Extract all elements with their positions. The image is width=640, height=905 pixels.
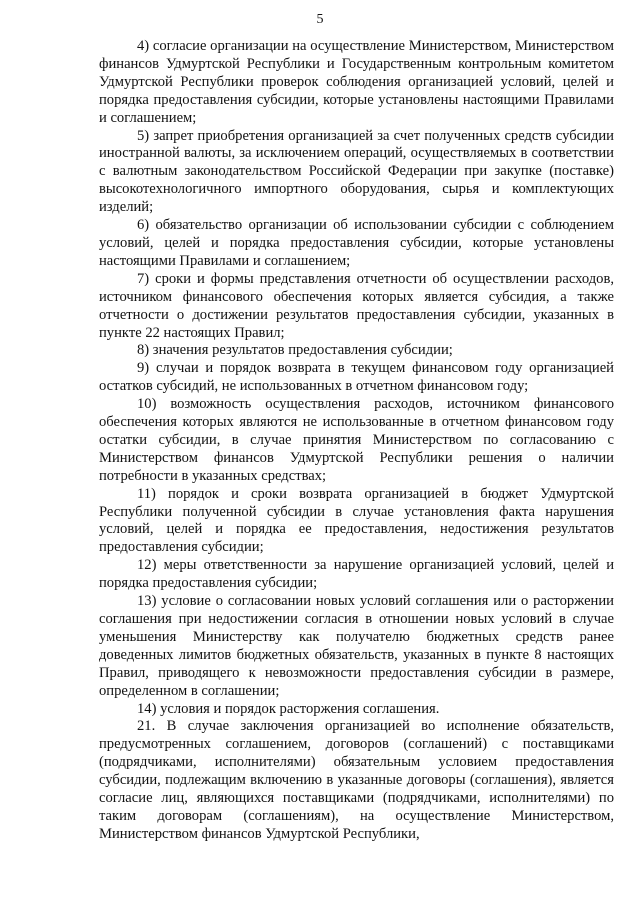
paragraph-item-6: 6) обязательство организации об использовании субсидии с соблюдением условий, целей и порядка предоставления субсидии, которые установлены настоящими Правилами и соглашением; (99, 217, 614, 269)
paragraph-item-13: 13) условие о согласовании новых условий соглашения или о расторжении соглашения при недостижении согласия в отношении новых условий в случае уменьшения Министерству как получателю бюджетных средств ранее доведенных лимитов бюджетных обязательств, указанных в пункте 8 настоящих Правил, приводящего к невозможности предоставления субсидии в размере, определенном в соглашении; (99, 593, 614, 699)
page-number: 5 (316, 12, 324, 27)
paragraph-clause-21: 21. В случае заключения организацией во исполнение обязательств, предусмотренных соглашением, договоров (соглашений) с поставщиками (подрядчиками, исполнителями) обязательным условием предоставления субсидии, подлежащим включению в указанные договоры (соглашения), является согласие лиц, являющихся поставщиками (подрядчиками, исполнителями) по таким договорам (соглашениям), на осуществление Министерством, Министерством финансов Удмуртской Республики, (99, 718, 614, 842)
document-body (99, 38, 614, 844)
paragraph-item-12: 12) меры ответственности за нарушение организацией условий, целей и порядка предоставления субсидии; (99, 557, 614, 592)
paragraph-item-4: 4) согласие организации на осуществление Министерством, Министерством финансов Удмуртской Республики и Государственным контрольным комитетом Удмуртской Республики проверок соблюдения организацией условий, целей и порядка предоставления субсидии, которые установлены настоящими Правилами и соглашением; (99, 38, 614, 126)
paragraph-item-5: 5) запрет приобретения организацией за счет полученных средств субсидии иностранной валюты, за исключением операций, осуществляемых в соответствии с валютным законодательством Российской Федерации при закупке (поставке) высокотехнологичного импортного оборудования, сырья и комплектующих изделий; (99, 127, 614, 216)
paragraph-item-7: 7) сроки и формы представления отчетности об осуществлении расходов, источником финансового обеспечения которых является субсидия, а также отчетности о достижении результатов предоставления субсидии, указанных в пункте 22 настоящих Правил; (99, 270, 614, 341)
paragraph-item-14: 14) условия и порядок расторжения соглашения. (137, 700, 440, 717)
paragraph-item-11: 11) порядок и сроки возврата организацией в бюджет Удмуртской Республики полученной субсидии в случае установления факта нарушения условий, целей и порядка ее предоставления, недостижения результатов предоставления субсидии; (99, 485, 614, 556)
paragraph-item-9: 9) случаи и порядок возврата в текущем финансовом году организацией остатков субсидий, не использованных в отчетном финансовом году; (99, 360, 614, 395)
paragraph-item-10: 10) возможность осуществления расходов, источником финансового обеспечения которых являются не использованные в отчетном финансовом году остатки субсидии, в случае принятия Министерством по согласованию с Министерством финансов Удмуртской Республики решения о наличии потребности в указанных средствах; (99, 396, 614, 484)
paragraph-item-8: 8) значения результатов предоставления субсидии; (137, 342, 453, 359)
